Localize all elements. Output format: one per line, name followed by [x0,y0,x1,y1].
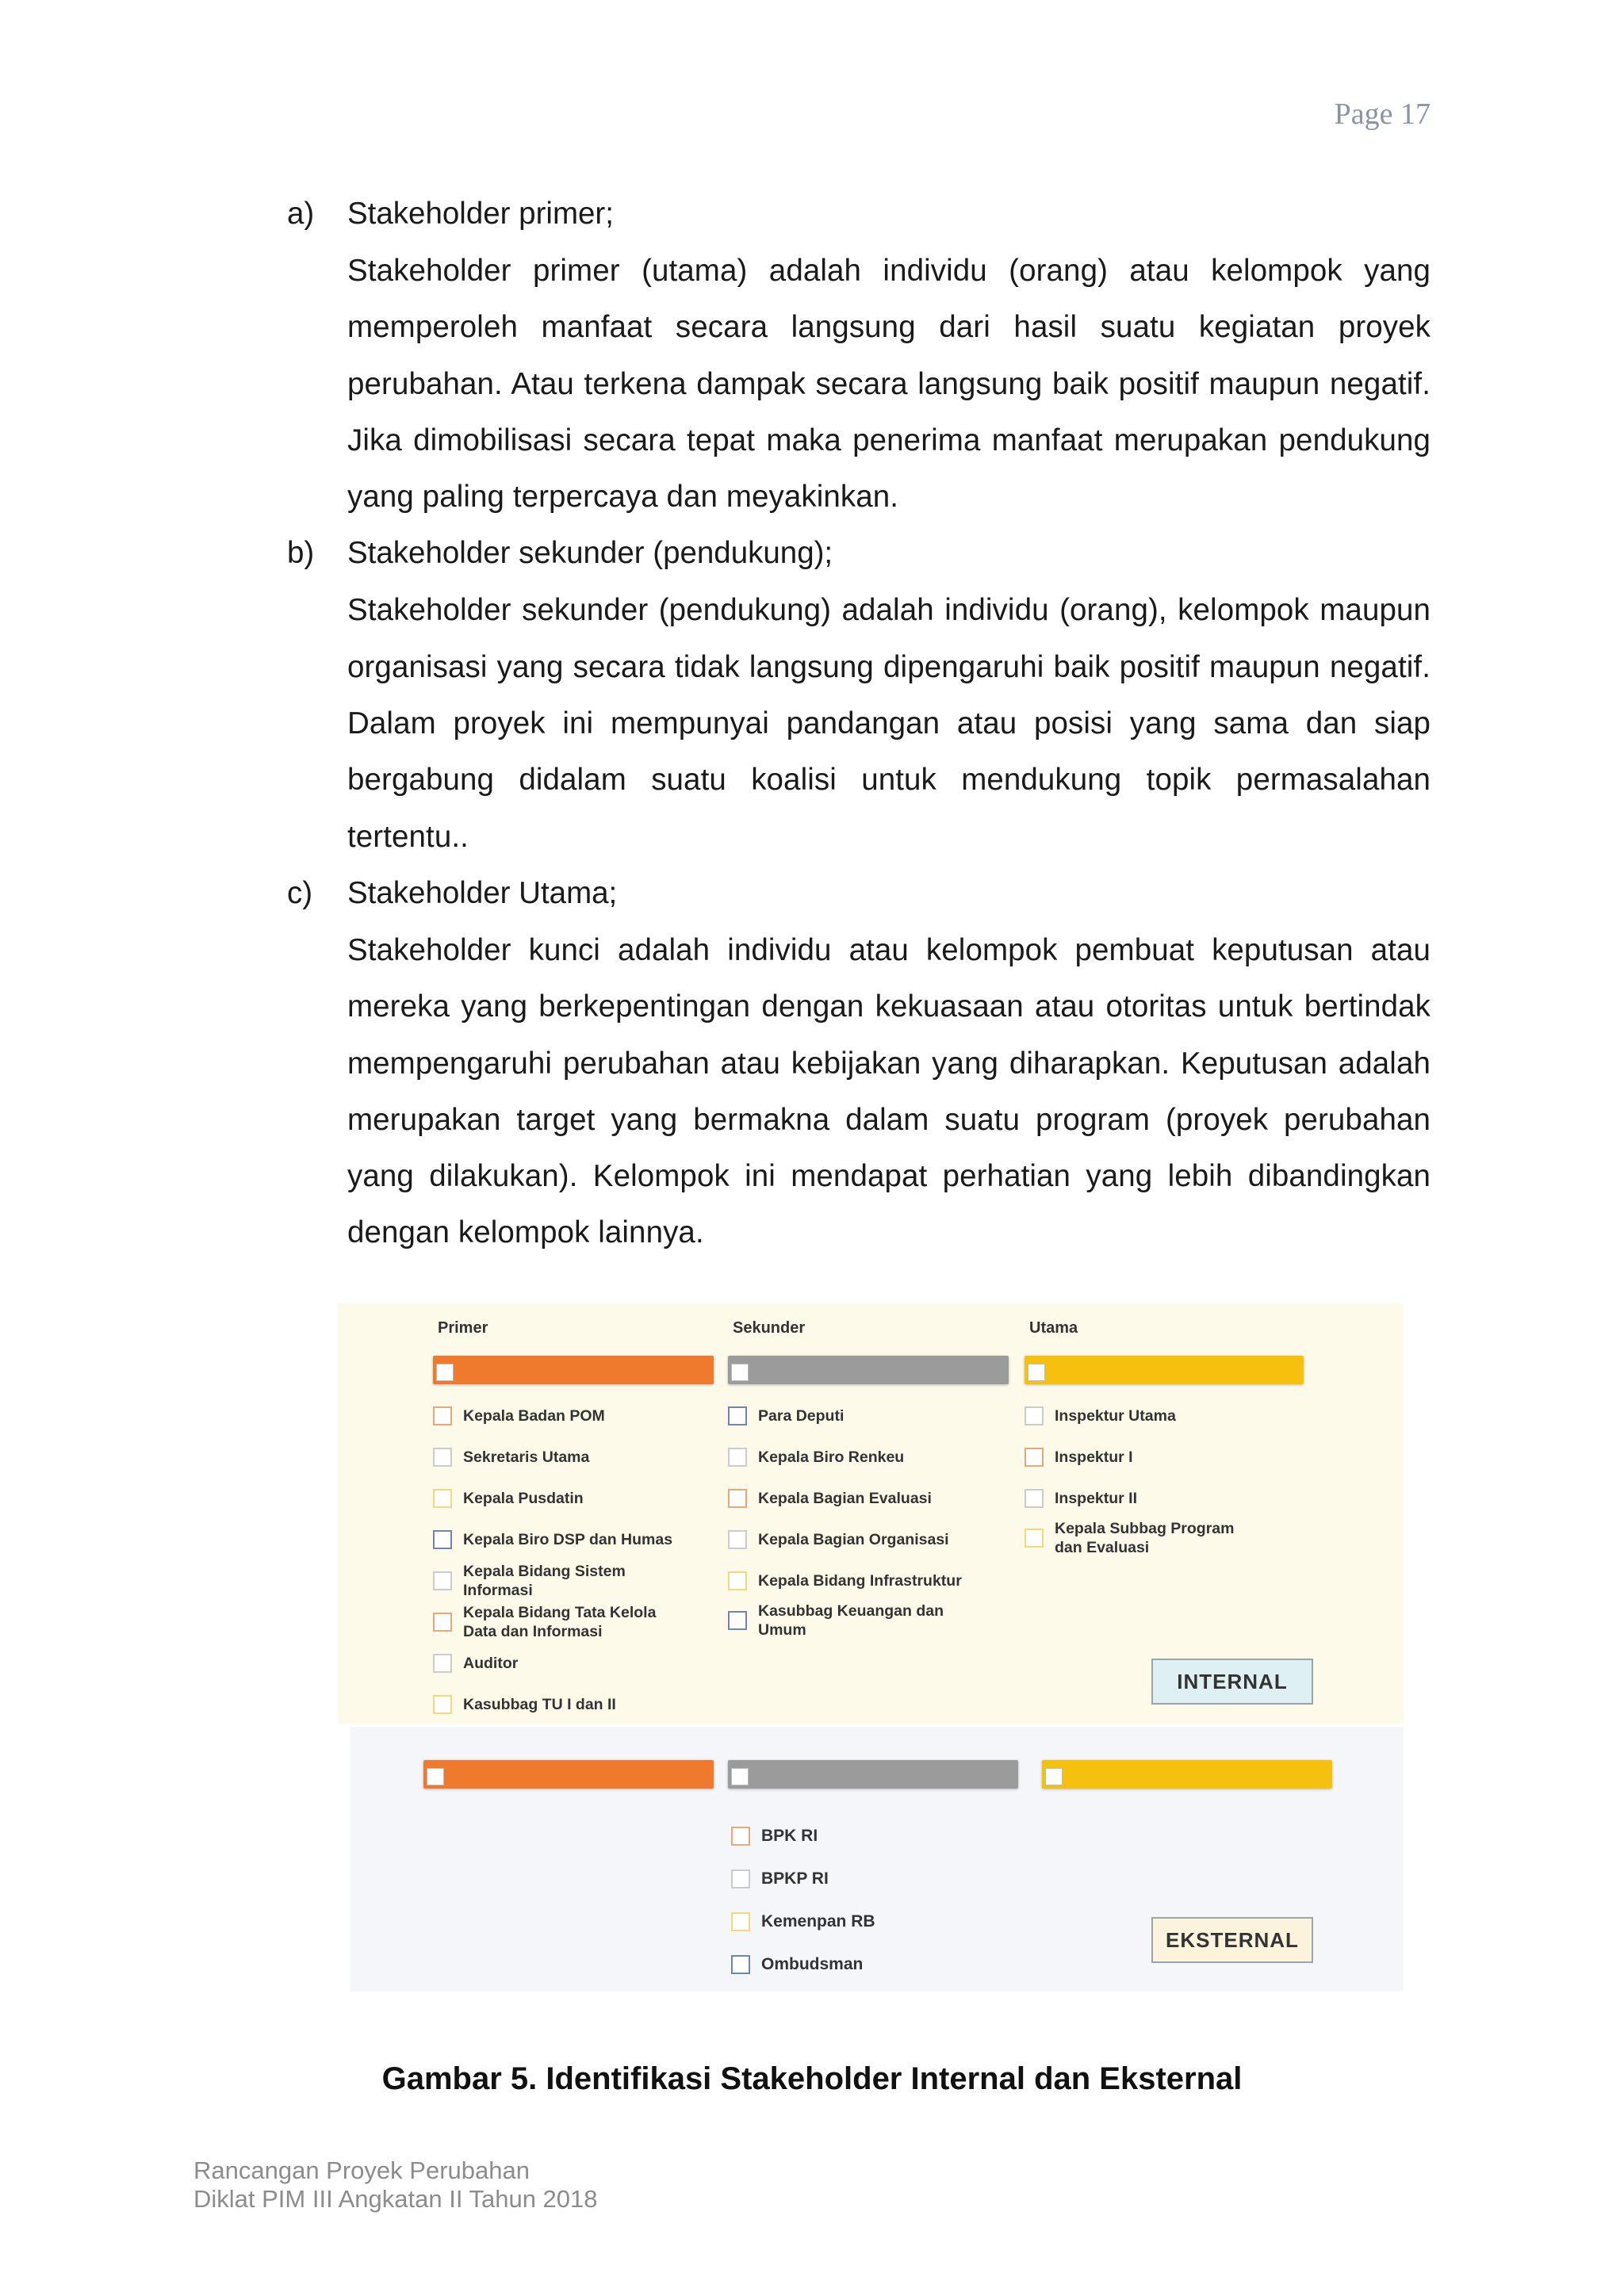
entry-label: Kepala Bidang Sistem [463,1563,626,1580]
stakeholder-entry [433,1562,626,1600]
external-label: EKSTERNAL [1151,1917,1313,1963]
entry-label: Kasubbag TU I dan II [463,1696,616,1713]
paragraph-line: program (proyek perubahan yang dilakukan). Kelompok ini mendapat [347,1102,1431,1194]
stakeholder-entry [731,1869,829,1888]
stakeholder-entry [728,1601,944,1640]
item-letter: c) [287,875,313,910]
entry-label: Sekretaris Utama [463,1448,590,1466]
stakeholder-entry [1025,1489,1137,1508]
entry-label: Kepala Badan POM [463,1407,605,1425]
entry-label: BPKP RI [761,1869,829,1888]
sekunder-bar [728,1760,1018,1789]
entry-label: Data dan Informasi [463,1623,603,1640]
page-number: Page 17 [1334,98,1431,131]
paragraph-line: Stakeholder sekunder (pendukung) adalah individu (orang), kelompok [347,593,1320,628]
entry-label: Inspektur II [1055,1490,1138,1507]
checkbox-icon [433,1571,452,1590]
checkbox-icon [436,1364,454,1381]
entry-label: Auditor [463,1655,519,1672]
checkbox-icon [731,1364,749,1381]
entry-label: Kasubbag Keuangan dan [758,1602,944,1620]
checkbox-icon [433,1695,452,1714]
utama-bar [1025,1356,1304,1384]
paragraph-line: Stakeholder kunci adalah individu atau kelompok pembuat keputusan atau [347,932,1431,967]
column-header-utama: Utama [1029,1319,1078,1337]
stakeholder-entry [728,1530,949,1549]
item-letter: a) [287,197,315,231]
item-title: Stakeholder sekunder (pendukung); [347,536,833,571]
paragraph-line: Stakeholder primer (utama) adalah individu (orang) atau kelompok yang [347,254,1431,288]
entry-label: Kepala Biro DSP dan Humas [463,1531,673,1548]
stakeholder-entry [433,1695,616,1714]
stakeholder-entry [1025,1448,1133,1467]
checkbox-icon [1025,1406,1044,1425]
checkbox-icon [1025,1529,1044,1548]
checkbox-icon [731,1768,749,1785]
footer [193,2156,598,2214]
entry-label: Inspektur I [1055,1448,1133,1466]
paragraph-line: perubahan. Atau terkena dampak secara langsung baik positif maupun [347,366,1330,401]
paragraph-line: perhatian yang lebih dibandingkan dengan kelompok lainnya. [347,1159,1431,1250]
checkbox-icon [731,1869,750,1888]
body-text [287,186,1431,1261]
entry-label: Ombudsman [761,1955,864,1973]
entry-label: Kepala Biro Renkeu [758,1448,905,1466]
paragraph-line: maupun negatif. Dalam proyek ini mempunyai pandangan atau posisi [347,649,1431,741]
internal-label: INTERNAL [1151,1659,1313,1705]
sekunder-bar [728,1356,1009,1384]
entry-label: Para Deputi [758,1407,845,1425]
entry-label: BPK RI [761,1827,818,1845]
paragraph-line: memperoleh manfaat secara langsung dari hasil suatu kegiatan proyek [347,310,1431,345]
entry-label: Kepala Bidang Infrastruktur [758,1572,962,1590]
figure-caption: Gambar 5. Identifikasi Stakeholder Internal dan Eksternal [381,2061,1243,2096]
utama-bar [1042,1760,1332,1789]
entry-label: Inspektur Utama [1055,1407,1176,1425]
paragraph-line: yang sama dan siap bergabung didalam suatu koalisi untuk mendukung [347,706,1431,798]
checkbox-icon [427,1768,444,1785]
entry-label: Kepala Bagian Organisasi [758,1531,949,1548]
entry-label: Kepala Subbag Program [1055,1520,1235,1537]
item-c [287,865,1431,1261]
stakeholder-entry [728,1448,904,1467]
checkbox-icon [433,1530,452,1549]
checkbox-icon [728,1448,747,1467]
stakeholder-entry [433,1603,656,1641]
checkbox-icon [728,1611,747,1630]
stakeholder-entry [728,1571,962,1590]
checkbox-icon [1028,1364,1045,1381]
column-header-sekunder: Sekunder [733,1319,806,1337]
checkbox-icon [433,1654,452,1673]
footer-line: Diklat PIM III Angkatan II Tahun 2018 [193,2185,598,2213]
paragraph-line: Keputusan adalah merupakan target yang bermakna dalam suatu [347,1046,1431,1137]
entry-label: dan Evaluasi [1055,1539,1150,1556]
item-b [287,525,1431,864]
item-a [287,186,1431,525]
stakeholder-entry [731,1955,863,1974]
paragraph-line: maupun organisasi yang secara tidak langsung dipengaruhi baik positif [347,593,1431,684]
checkbox-icon [433,1613,452,1632]
stakeholder-figure [338,1303,1404,1992]
checkbox-icon [433,1489,452,1508]
checkbox-icon [728,1406,747,1425]
checkbox-icon [433,1406,452,1425]
checkbox-icon [433,1448,452,1467]
internal-panel [338,1303,1404,1724]
entry-label: Kepala Pusdatin [463,1490,584,1507]
checkbox-icon [731,1955,750,1974]
column-header-primer: Primer [438,1319,488,1337]
paragraph-line: negatif. Jika dimobilisasi secara tepat maka penerima manfaat merupakan [347,366,1431,457]
entry-label: Kemenpan RB [761,1912,875,1931]
stakeholder-entry [433,1530,672,1549]
paragraph-line: bertindak mempengaruhi perubahan atau kebijakan yang diharapkan. [347,989,1431,1081]
stakeholder-entry [1025,1519,1234,1557]
checkbox-icon [728,1530,747,1549]
stakeholder-entry [433,1654,518,1673]
entry-label: Kepala Bidang Tata Kelola [463,1604,657,1621]
stakeholder-entry [433,1448,589,1467]
checkbox-icon [731,1912,750,1931]
item-paragraph [347,582,1431,864]
entry-label: Kepala Bagian Evaluasi [758,1490,932,1507]
primer-bar [423,1760,714,1789]
stakeholder-entry [731,1912,875,1931]
stakeholder-entry [728,1406,844,1425]
stakeholder-entry [731,1827,818,1846]
checkbox-icon [731,1827,750,1846]
paragraph-line: mereka yang berkepentingan dengan kekuasaan atau otoritas untuk [347,989,1304,1024]
item-title: Stakeholder primer; [347,197,614,231]
checkbox-icon [728,1571,747,1590]
checkbox-icon [1025,1448,1044,1467]
external-panel [350,1727,1404,1992]
primer-bar [433,1356,714,1384]
checkbox-icon [728,1489,747,1508]
stakeholder-entry [728,1489,932,1508]
stakeholder-entry [1025,1406,1176,1425]
stakeholder-entry [433,1489,584,1508]
stakeholder-entry [433,1406,605,1425]
footer-line: Rancangan Proyek Perubahan [193,2156,530,2184]
checkbox-icon [1025,1489,1044,1508]
entry-label: Umum [758,1621,806,1639]
paragraph-line: topik permasalahan tertentu.. [347,763,1431,854]
paragraph-line: pendukung yang paling terpercaya dan meyakinkan. [347,423,1431,515]
item-title: Stakeholder Utama; [347,875,618,910]
entry-label: Informasi [463,1582,533,1599]
checkbox-icon [1045,1768,1063,1785]
item-letter: b) [287,536,315,571]
item-paragraph [347,243,1431,525]
item-paragraph [347,922,1431,1261]
